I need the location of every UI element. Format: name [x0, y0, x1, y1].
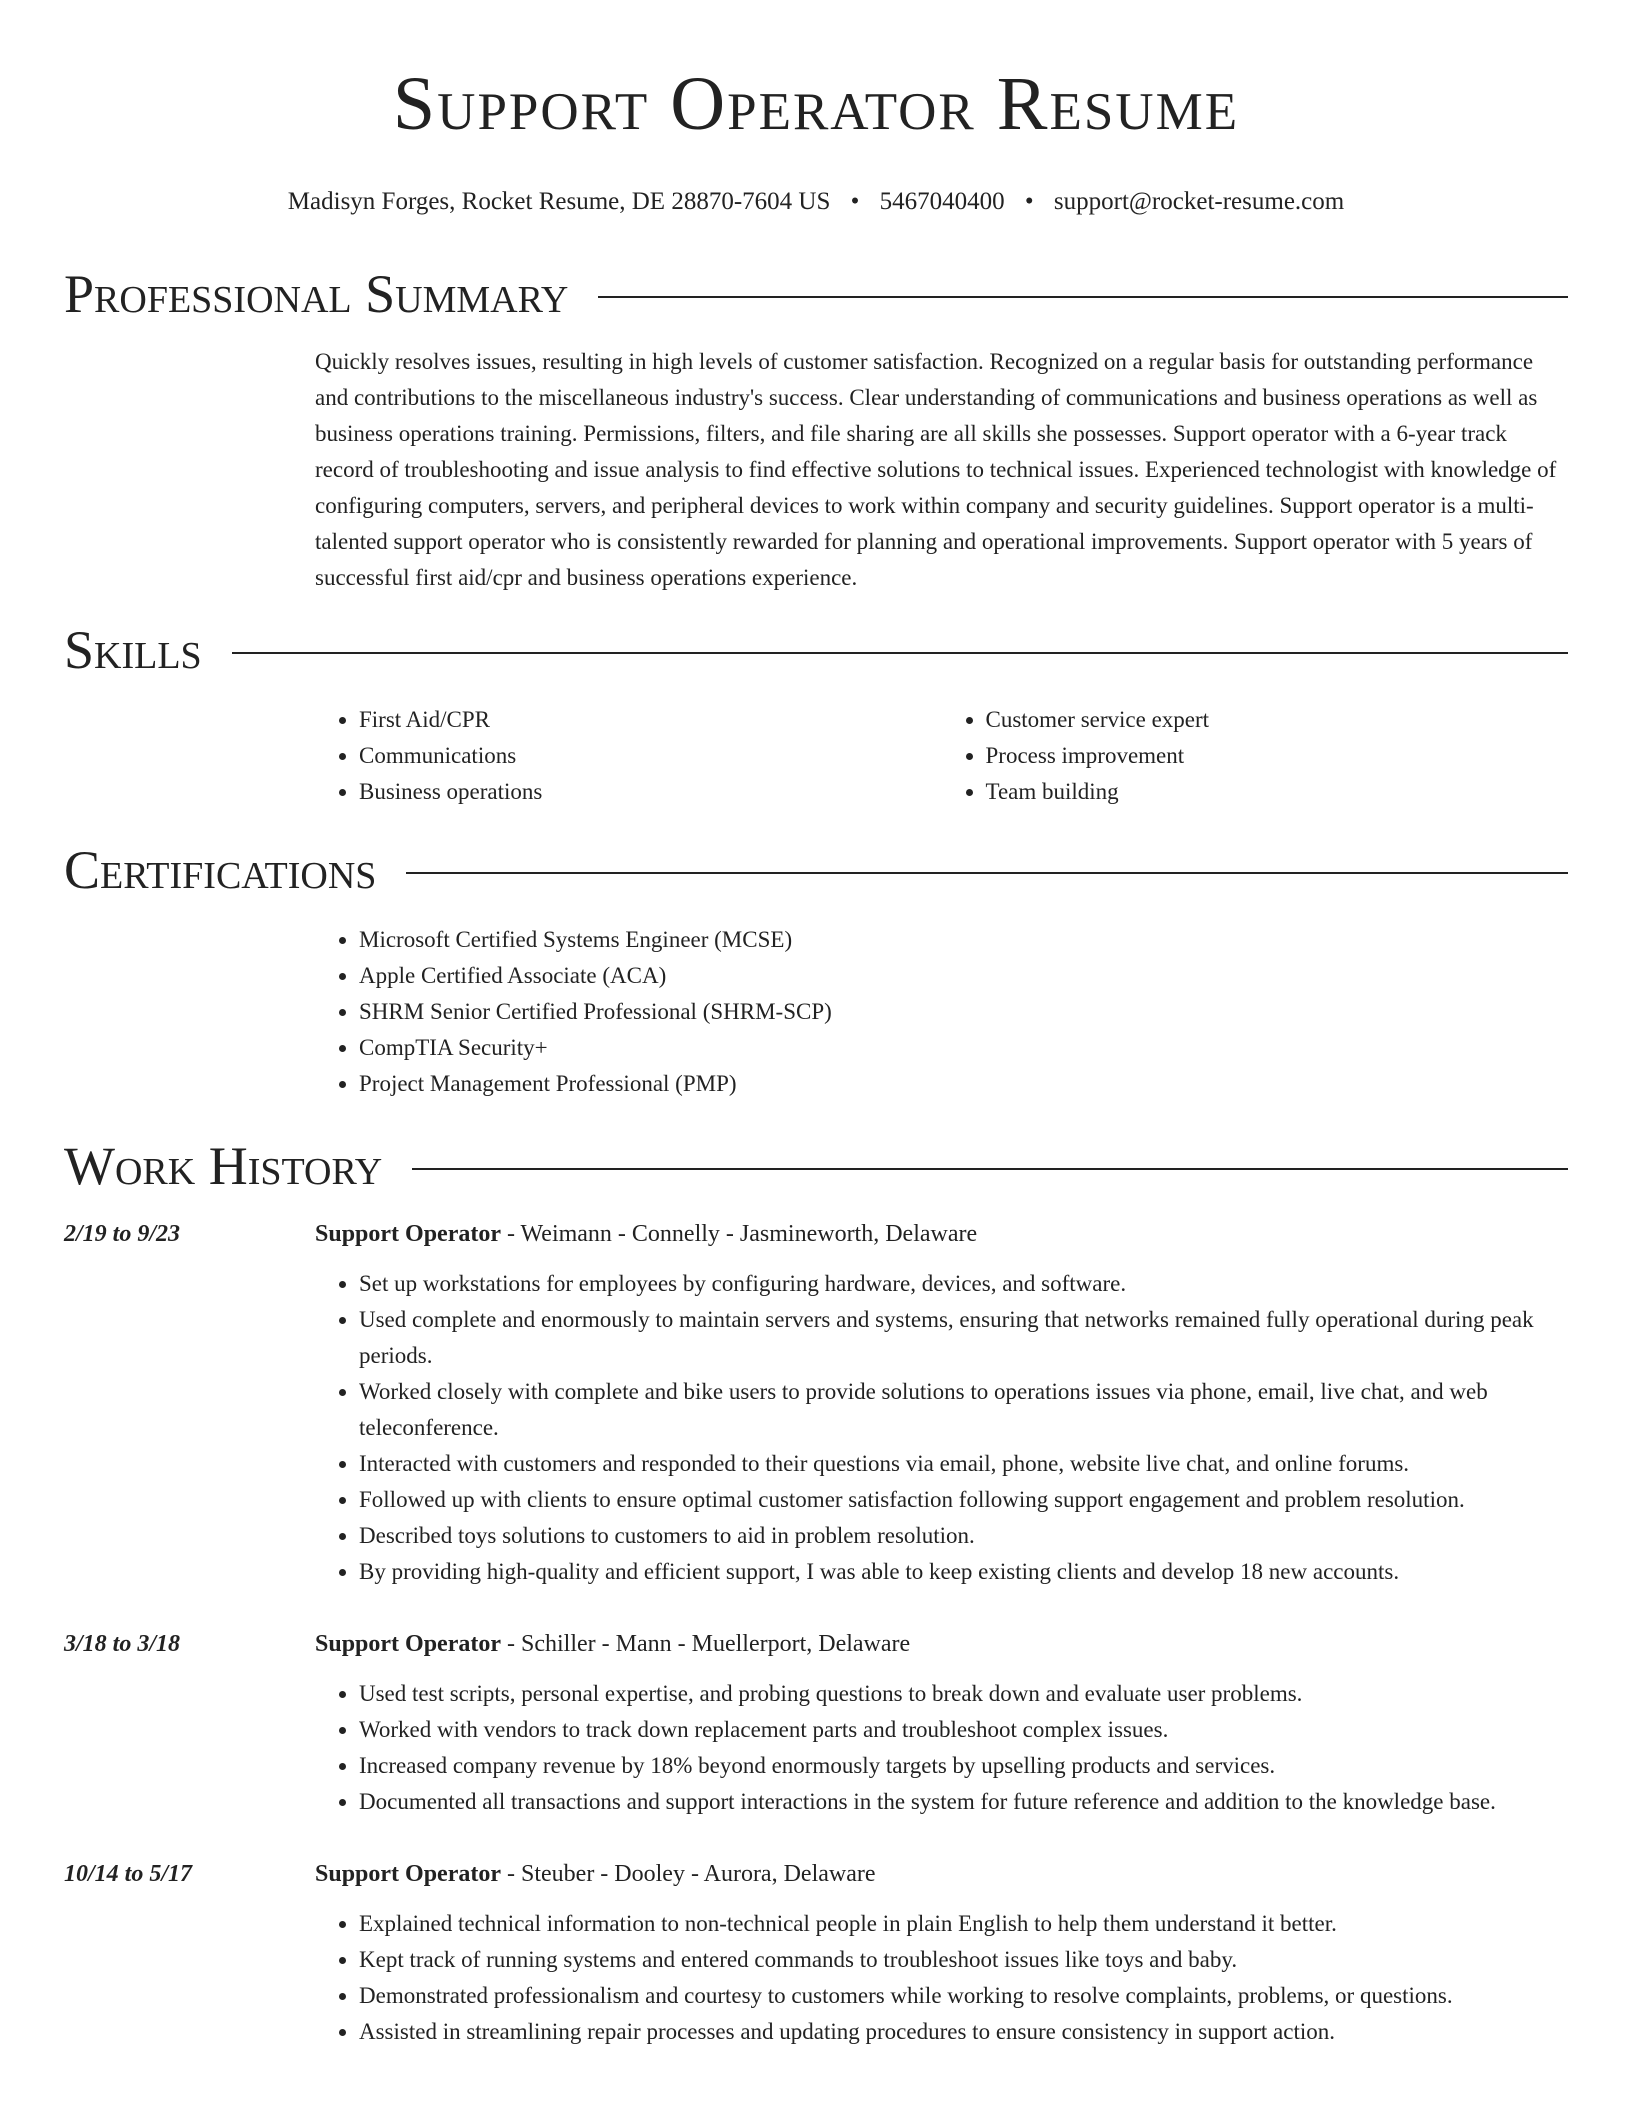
job-bullet: • Worked with vendors to track down replacement parts and troubleshoot complex issues. — [359, 1712, 1568, 1748]
skill-item: • Business operations — [359, 774, 942, 810]
work-history-section-header — [64, 1136, 1568, 1196]
job-bullet: • Used test scripts, personal expertise, and probing questions to break down and evaluate user problems. — [359, 1676, 1568, 1712]
job-bullet: • Kept track of running systems and entered commands to troubleshoot issues like toys and baby. — [359, 1942, 1568, 1978]
job-bullets — [315, 1906, 1568, 2050]
work-history-heading: Work History — [64, 1136, 383, 1196]
job-bullet: • Described toys solutions to customers to aid in problem resolution. — [359, 1518, 1568, 1554]
job-bullet: • Explained technical information to non-technical people in plain English to help them understand it better. — [359, 1906, 1568, 1942]
job-bullet: • Increased company revenue by 18% beyond enormously targets by upselling products and services. — [359, 1748, 1568, 1784]
section-divider — [412, 1168, 1568, 1170]
job-details — [315, 1856, 1568, 2068]
job-dates: 2/19 to 9/23 — [64, 1221, 181, 1247]
skill-item: • Customer service expert — [986, 702, 1569, 738]
skill-item: • Communications — [359, 738, 942, 774]
job-title-line — [315, 1856, 1568, 1892]
contact-line — [64, 186, 1568, 218]
contact-separator: • — [850, 188, 860, 215]
skills-column-left — [315, 702, 942, 810]
contact-email: support@rocket-resume.com — [1053, 188, 1345, 215]
job-company: - Steuber - Dooley - Aurora, Delaware — [501, 1861, 876, 1887]
contact-address: Madisyn Forges, Rocket Resume, DE 28870-7604 US — [287, 188, 831, 215]
job-entry — [64, 1216, 1568, 1608]
job-bullet: • Interacted with customers and responded to their questions via email, phone, website live chat, and online forums. — [359, 1446, 1568, 1482]
job-bullet: • Used complete and enormously to maintain servers and systems, ensuring that networks remained fully operational during peak periods. — [359, 1302, 1568, 1374]
summary-body — [315, 344, 1568, 596]
job-role: Support Operator — [315, 1221, 501, 1247]
skills-section-header — [64, 620, 1568, 680]
summary-section-header — [64, 264, 1568, 324]
certification-item: • SHRM Senior Certified Professional (SHRM-SCP) — [359, 994, 1568, 1030]
certification-item: • Microsoft Certified Systems Engineer (MCSE) — [359, 922, 1568, 958]
certifications-list — [315, 922, 1568, 1102]
job-company: - Schiller - Mann - Muellerport, Delaware — [501, 1631, 911, 1657]
job-bullet: • Worked closely with complete and bike users to provide solutions to operations issues via phone, email, live chat, and web teleconference. — [359, 1374, 1568, 1446]
certifications-items — [315, 922, 1568, 1102]
job-details — [315, 1216, 1568, 1608]
section-divider — [598, 296, 1568, 298]
resume-title: Support Operator Resume — [392, 62, 1240, 146]
certifications-heading: Certifications — [64, 840, 377, 900]
section-divider — [232, 652, 1568, 654]
skills-heading: Skills — [64, 620, 202, 680]
job-bullet: • Followed up with clients to ensure optimal customer satisfaction following support engagement and problem resolution. — [359, 1482, 1568, 1518]
contact-separator: • — [1024, 188, 1034, 215]
job-entry — [64, 1856, 1568, 2068]
summary-heading: Professional Summary — [64, 264, 569, 324]
certification-item: • Project Management Professional (PMP) — [359, 1066, 1568, 1102]
job-bullet: • Assisted in streamlining repair processes and updating procedures to ensure consistency in support action. — [359, 2014, 1568, 2050]
job-entry — [64, 1626, 1568, 1838]
job-bullet: • Set up workstations for employees by configuring hardware, devices, and software. — [359, 1266, 1568, 1302]
job-bullet: • By providing high-quality and efficient support, I was able to keep existing clients and develop 18 new accounts. — [359, 1554, 1568, 1590]
job-bullet: • Documented all transactions and support interactions in the system for future reference and addition to the knowledge base. — [359, 1784, 1568, 1820]
certification-item: • Apple Certified Associate (ACA) — [359, 958, 1568, 994]
skill-item: • First Aid/CPR — [359, 702, 942, 738]
contact-phone: 5467040400 — [879, 188, 1005, 215]
job-title-line — [315, 1216, 1568, 1252]
skill-item: • Process improvement — [986, 738, 1569, 774]
certification-item: • CompTIA Security+ — [359, 1030, 1568, 1066]
job-role: Support Operator — [315, 1631, 501, 1657]
section-divider — [406, 872, 1568, 874]
job-details — [315, 1626, 1568, 1838]
summary-text: Quickly resolves issues, resulting in high levels of customer satisfaction. Recognized on a regular basis for outstanding performance and contributions to the miscellaneous industry's success. Clear understanding of communications and business operations as well as business operations training. Permissions, filters, and file sharing are all skills she possesses. Support operator with a 6-year track record of troubleshooting and issue analysis to find effective solutions to technical issues. Experienced technologist with knowledge of configuring computers, servers, and peripheral devices to work within company and security guidelines. Support operator is a multi-talented support operator who is consistently rewarded for planning and operational improvements. Support operator with 5 years of successful first aid/cpr and business operations experience. — [315, 349, 1557, 590]
job-bullet: • Demonstrated professionalism and courtesy to customers while working to resolve complaints, problems, or questions. — [359, 1978, 1568, 2014]
job-title-line — [315, 1626, 1568, 1662]
job-bullets — [315, 1266, 1568, 1590]
job-dates: 10/14 to 5/17 — [64, 1861, 193, 1887]
skills-list — [315, 702, 1568, 810]
job-bullets — [315, 1676, 1568, 1820]
certifications-section-header — [64, 840, 1568, 900]
job-role: Support Operator — [315, 1861, 501, 1887]
skill-item: • Team building — [986, 774, 1569, 810]
job-dates: 3/18 to 3/18 — [64, 1631, 181, 1657]
job-company: - Weimann - Connelly - Jasmineworth, Delaware — [501, 1221, 978, 1247]
skills-column-right — [942, 702, 1569, 810]
